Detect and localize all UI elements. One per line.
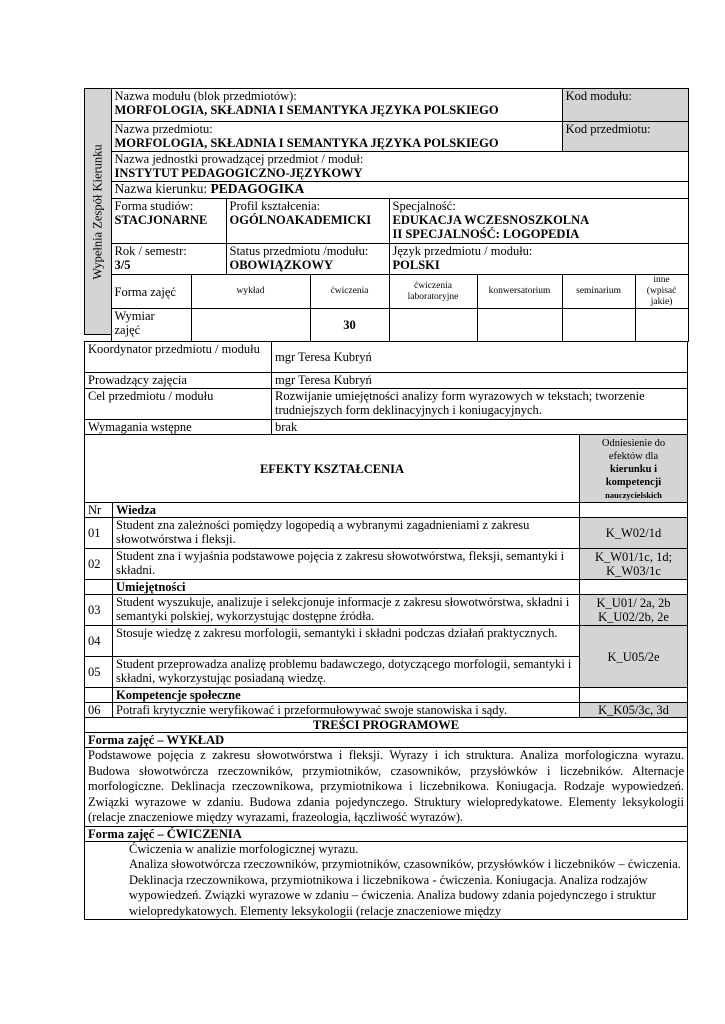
- outcome-text: Potrafi krytycznie weryfikować i przeformułowywać swoje stanowiska i sądy.: [113, 703, 580, 718]
- outcomes-ref-header: Odniesienie do efektów dla kierunku i kompetencji nauczycielskich: [580, 435, 688, 503]
- exercises-label: ćwiczenia: [310, 275, 389, 309]
- specialty-cell: Specjalność: EDUKACJA WCZESNOSZKOLNA II SPECJALNOŚĆ: LOGOPEDIA: [389, 199, 688, 244]
- outcome-ref: K_W01/1c, 1d; K_W03/1c: [580, 549, 688, 580]
- program-title: TREŚCI PROGRAMOWE: [85, 718, 688, 733]
- lecture-hours: [191, 309, 310, 342]
- module-code-cell: Kod modułu:: [562, 89, 688, 122]
- goal-value: Rozwijanie umiejętności analizy form wyrazowych w tekstach; tworzenie trudniejszych form deklinacyjnych i koniugacyjnych.: [272, 389, 688, 420]
- conversatorium-hours: [477, 309, 562, 342]
- competence-nr-empty: [85, 688, 113, 703]
- outcome-nr: 01: [85, 518, 113, 549]
- subject-name-cell: Nazwa przedmiotu: MORFOLOGIA, SKŁADNIA I SEMANTYKA JĘZYKA POLSKIEGO: [111, 122, 562, 152]
- nr-header: Nr: [85, 503, 113, 518]
- knowledge-header: Wiedza: [113, 503, 580, 518]
- lab-label: ćwiczenia laboratoryjne: [389, 275, 477, 309]
- outcome-text: Student zna zależności pomiędzy logopedią a wybranymi zagadnieniami z zakresu słowotwórstwa i fleksji.: [113, 518, 580, 549]
- program-table: [84, 717, 688, 920]
- lab-hours: [389, 309, 477, 342]
- hours-label: Wymiar zajęć: [111, 309, 191, 342]
- outcome-ref: K_U01/ 2a, 2b K_U02/2b, 2e: [580, 595, 688, 626]
- info-table: [84, 341, 688, 435]
- knowledge-ref-empty: [580, 503, 688, 518]
- other-label: inne (wpisać jakie): [635, 275, 688, 309]
- conversatorium-label: konwersatorium: [477, 275, 562, 309]
- outcome-nr: 04: [85, 626, 113, 657]
- prereq-label: Wymagania wstępne: [85, 420, 272, 435]
- outcome-text: Student wyszukuje, analizuje i selekcjonuje informacje z zakresu słowotwórstwa, składni i semantyki polskiej, wykorzystując dostępne źródła.: [113, 595, 580, 626]
- exercises-hours: 30: [310, 309, 389, 342]
- outcome-text: Student przeprowadza analizę problemu badawczego, dotyczącego morfologii, semantyki i składni, wykorzystując posiadaną wiedzę.: [113, 657, 580, 688]
- exercises-line: Ćwiczenia w analizie morfologicznej wyrazu.: [129, 841, 359, 856]
- module-name-cell: Nazwa modułu (blok przedmiotów): MORFOLOGIA, SKŁADNIA I SEMANTYKA JĘZYKA POLSKIEGO: [111, 89, 562, 122]
- outcomes-table: [84, 434, 688, 718]
- skills-ref-empty: [580, 580, 688, 595]
- outcomes-title: EFEKTY KSZTAŁCENIA: [85, 435, 580, 503]
- goal-label: Cel przedmiotu / modułu: [85, 389, 272, 420]
- profile-cell: Profil kształcenia: OGÓLNOAKADEMICKI: [226, 199, 389, 244]
- other-hours: [635, 309, 688, 342]
- language-cell: Język przedmiotu / modułu: POLSKI: [389, 244, 688, 275]
- unit-cell: Nazwa jednostki prowadzącej przedmiot / moduł: INSTYTUT PEDAGOGICZNO-JĘZYKOWY: [111, 152, 688, 182]
- lecture-title: Forma zajęć – WYKŁAD: [85, 733, 688, 748]
- lecture-label: wykład: [191, 275, 310, 309]
- exercises-text: [85, 841, 688, 920]
- outcome-ref: K_U05/2e: [580, 626, 688, 688]
- class-form-label: Forma zajęć: [111, 275, 191, 309]
- prereq-value: brak: [272, 420, 688, 435]
- skills-nr-empty: [85, 580, 113, 595]
- exercises-title: Forma zajęć – ĆWICZENIA: [85, 826, 688, 841]
- coordinator-label: Koordynator przedmiotu / modułu: [85, 342, 272, 373]
- coordinator-value: mgr Teresa Kubryń: [272, 342, 688, 373]
- outcome-nr: 05: [85, 657, 113, 688]
- field-cell: Nazwa kierunku: PEDAGOGIKA: [111, 182, 688, 199]
- syllabus-page: [84, 88, 688, 920]
- outcome-nr: 06: [85, 703, 113, 718]
- outcome-ref: K_K05/3c, 3d: [580, 703, 688, 718]
- side-label: Wypełnia Zespół Kierunku: [90, 143, 105, 280]
- teacher-value: mgr Teresa Kubryń: [272, 373, 688, 389]
- outcome-nr: 02: [85, 549, 113, 580]
- seminar-label: seminarium: [562, 275, 635, 309]
- lecture-text: Podstawowe pojęcia z zakresu słowotwórstwa i fleksji. Wyrazy i ich struktura. Analiza morfologiczna wyrazu. Budowa słowotwórcza rzeczowników, przymiotników, czasowników, przysłówków i liczebników. Alternacje morfologiczne. Deklinacja rzeczownikowa, przymiotnikowa i liczebnikowa. Koniugacja. Rodzaje wypowiedzeń. Związki wyrazowe w zdaniu. Budowa zdania pojedynczego. Struktury wielopredykatowe. Elementy leksykologii (relacje znaczeniowe między wyrazami, frazeologia, łączliwość wyrazów).: [85, 748, 688, 827]
- outcome-text: Student zna i wyjaśnia podstawowe pojęcia z zakresu słowotwórstwa, fleksji, semantyki i składni.: [113, 549, 580, 580]
- header-table: [84, 88, 689, 342]
- outcome-text: Stosuje wiedzę z zakresu morfologii, semantyki i składni podczas działań praktycznych.: [113, 626, 580, 657]
- outcome-ref: K_W02/1d: [580, 518, 688, 549]
- status-cell: Status przedmiotu /modułu: OBOWIĄZKOWY: [226, 244, 389, 275]
- teacher-label: Prowadzący zajęcia: [85, 373, 272, 389]
- subject-code-cell: Kod przedmiotu:: [562, 122, 688, 152]
- competence-header: Kompetencje społeczne: [113, 688, 580, 703]
- outcome-nr: 03: [85, 595, 113, 626]
- competence-ref-empty: [580, 688, 688, 703]
- exercises-line: Analiza słowotwórcza rzeczowników, przymiotników, czasowników, przysłówków i liczebników – ćwiczenia.: [129, 857, 681, 871]
- exercises-line: Deklinacja rzeczownikowa, przymiotnikowa i liczebnikowa - ćwiczenia. Koniugacja. Analiza rodzajów wypowiedzeń. Związki wyrazowe w zdaniu – ćwiczenia. Analiza budowy zdania pojedynczego i struktur wielopredykatowych. Elementy leksykologii (relacje znaczeniowe między: [129, 872, 656, 918]
- study-form-cell: Forma studiów: STACJONARNE: [111, 199, 226, 244]
- seminar-hours: [562, 309, 635, 342]
- skills-header: Umiejętności: [113, 580, 580, 595]
- year-cell: Rok / semestr: 3/5: [111, 244, 226, 275]
